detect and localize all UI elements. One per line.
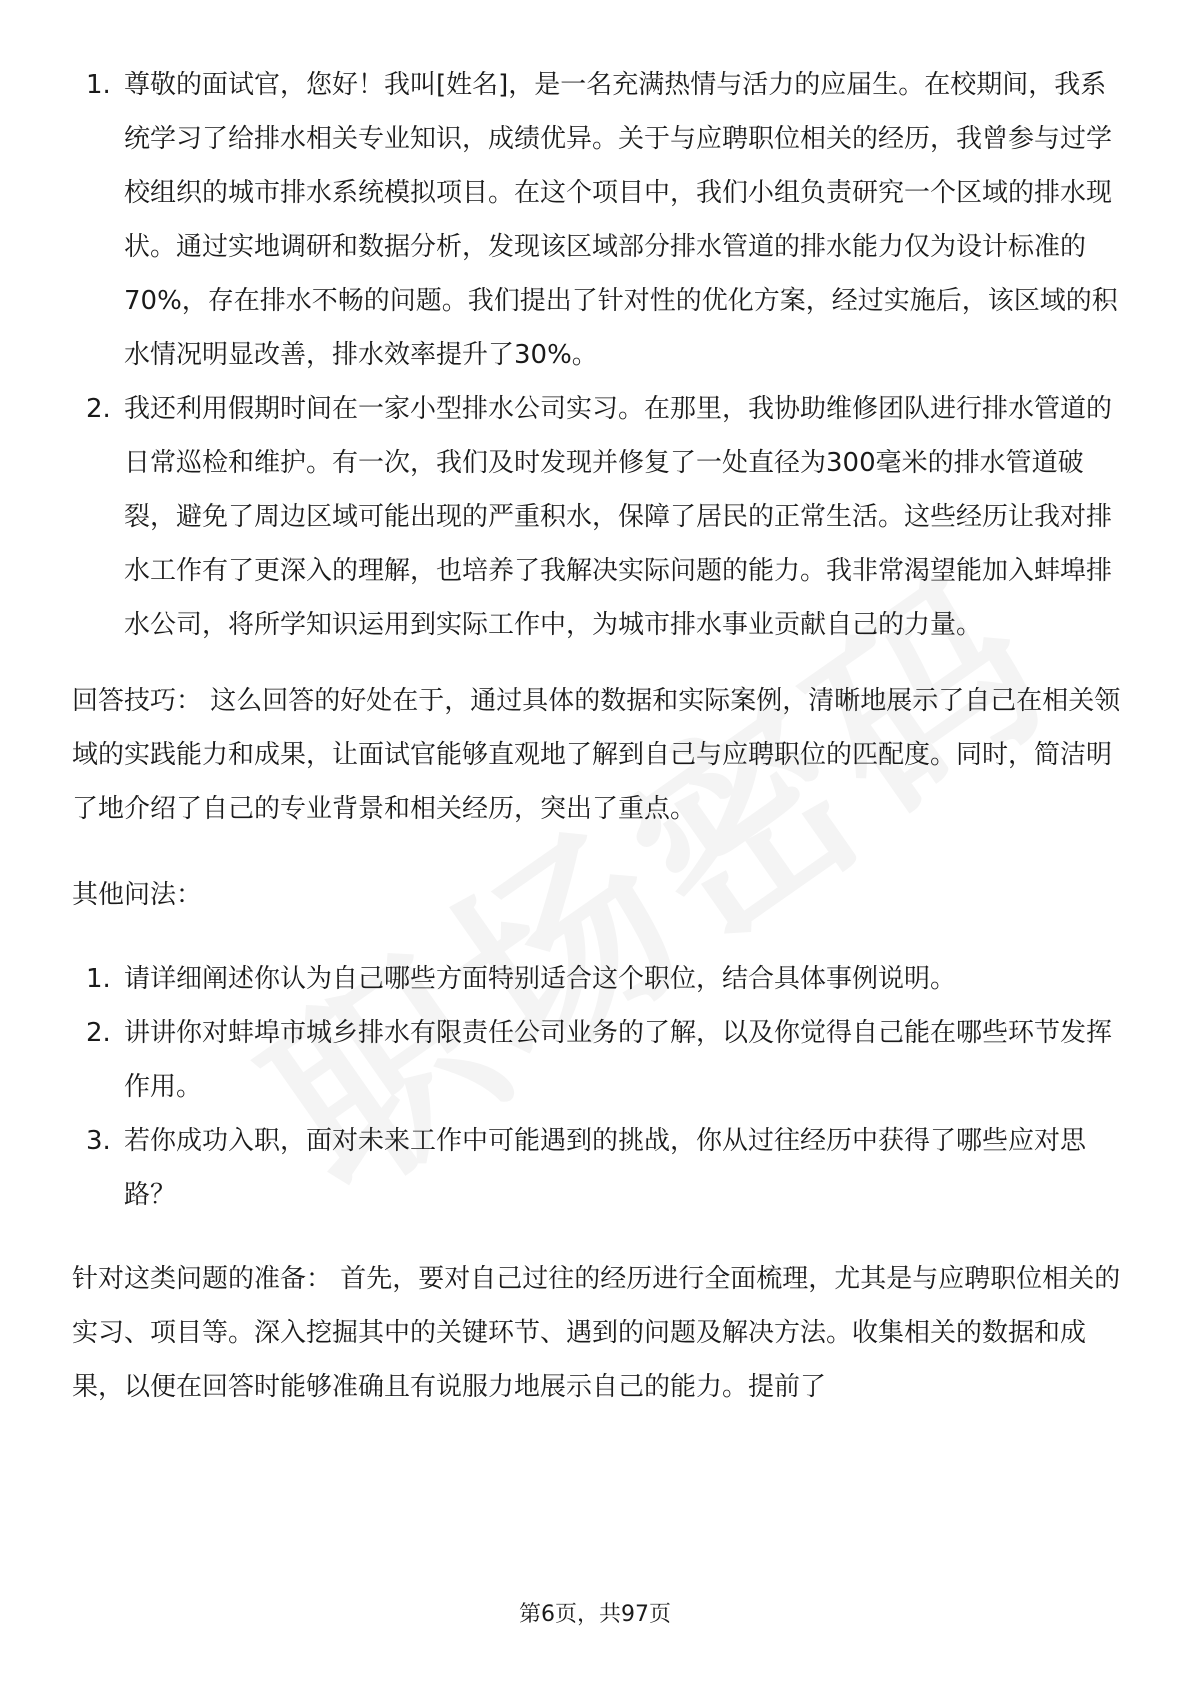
list-item — [72, 1114, 1122, 1222]
answer-list — [72, 58, 1122, 652]
list-item-text: 我还利用假期时间在一家小型排水公司实习。在那里，我协助维修团队进行排水管道的日常巡检和维护。有一次，我们及时发现并修复了一处直径为300毫米的排水管道破裂，避免了周边区域可能出现的严重积水，保障了居民的正常生活。这些经历让我对排水工作有了更深入的理解，也培养了我解决实际问题的能力。我非常渴望能加入蚌埠排水公司，将所学知识运用到实际工作中，为城市排水事业贡献自己的力量。 — [124, 394, 1113, 640]
list-item — [72, 952, 1122, 1006]
answer-tips-paragraph: 回答技巧： 这么回答的好处在于，通过具体的数据和实际案例，清晰地展示了自己在相关领域的实践能力和成果，让面试官能够直观地了解到自己与应聘职位的匹配度。同时，简洁明了地介绍了自己的专业背景和相关经历，突出了重点。 — [72, 686, 1121, 824]
list-item — [72, 382, 1122, 652]
list-number: 1. — [86, 964, 111, 994]
list-number: 2. — [86, 394, 111, 424]
list-item-text: 讲讲你对蚌埠市城乡排水有限责任公司业务的了解，以及你觉得自己能在哪些环节发挥作用。 — [124, 1018, 1113, 1102]
preparation-paragraph: 针对这类问题的准备： 首先，要对自己过往的经历进行全面梳理，尤其是与应聘职位相关的实习、项目等。深入挖掘其中的关键环节、遇到的问题及解决方法。收集相关的数据和成果，以便在回答时能够准确且有说服力地展示自己的能力。提前了 — [72, 1264, 1121, 1402]
list-number: 2. — [86, 1018, 111, 1048]
other-questions-heading: 其他问法： — [72, 880, 203, 910]
page-content — [72, 58, 1122, 1414]
list-number: 1. — [86, 70, 111, 100]
other-questions-list — [72, 952, 1122, 1222]
list-item — [72, 58, 1122, 382]
list-item-text: 请详细阐述你认为自己哪些方面特别适合这个职位，结合具体事例说明。 — [124, 964, 957, 994]
list-number: 3. — [86, 1126, 111, 1156]
list-item-text: 尊敬的面试官，您好！我叫[姓名]，是一名充满热情与活力的应届生。在校期间，我系统学习了给排水相关专业知识，成绩优异。关于与应聘职位相关的经历，我曾参与过学校组织的城市排水系统模拟项目。在这个项目中，我们小组负责研究一个区域的排水现状。通过实地调研和数据分析，发现该区域部分排水管道的排水能力仅为设计标准的70%，存在排水不畅的问题。我们提出了针对性的优化方案，经过实施后，该区域的积水情况明显改善，排水效率提升了30%。 — [124, 70, 1118, 370]
list-item-text: 若你成功入职，面对未来工作中可能遇到的挑战，你从过往经历中获得了哪些应对思路？ — [124, 1126, 1087, 1210]
page-footer: 第6页，共97页 — [519, 1602, 671, 1627]
list-item — [72, 1006, 1122, 1114]
